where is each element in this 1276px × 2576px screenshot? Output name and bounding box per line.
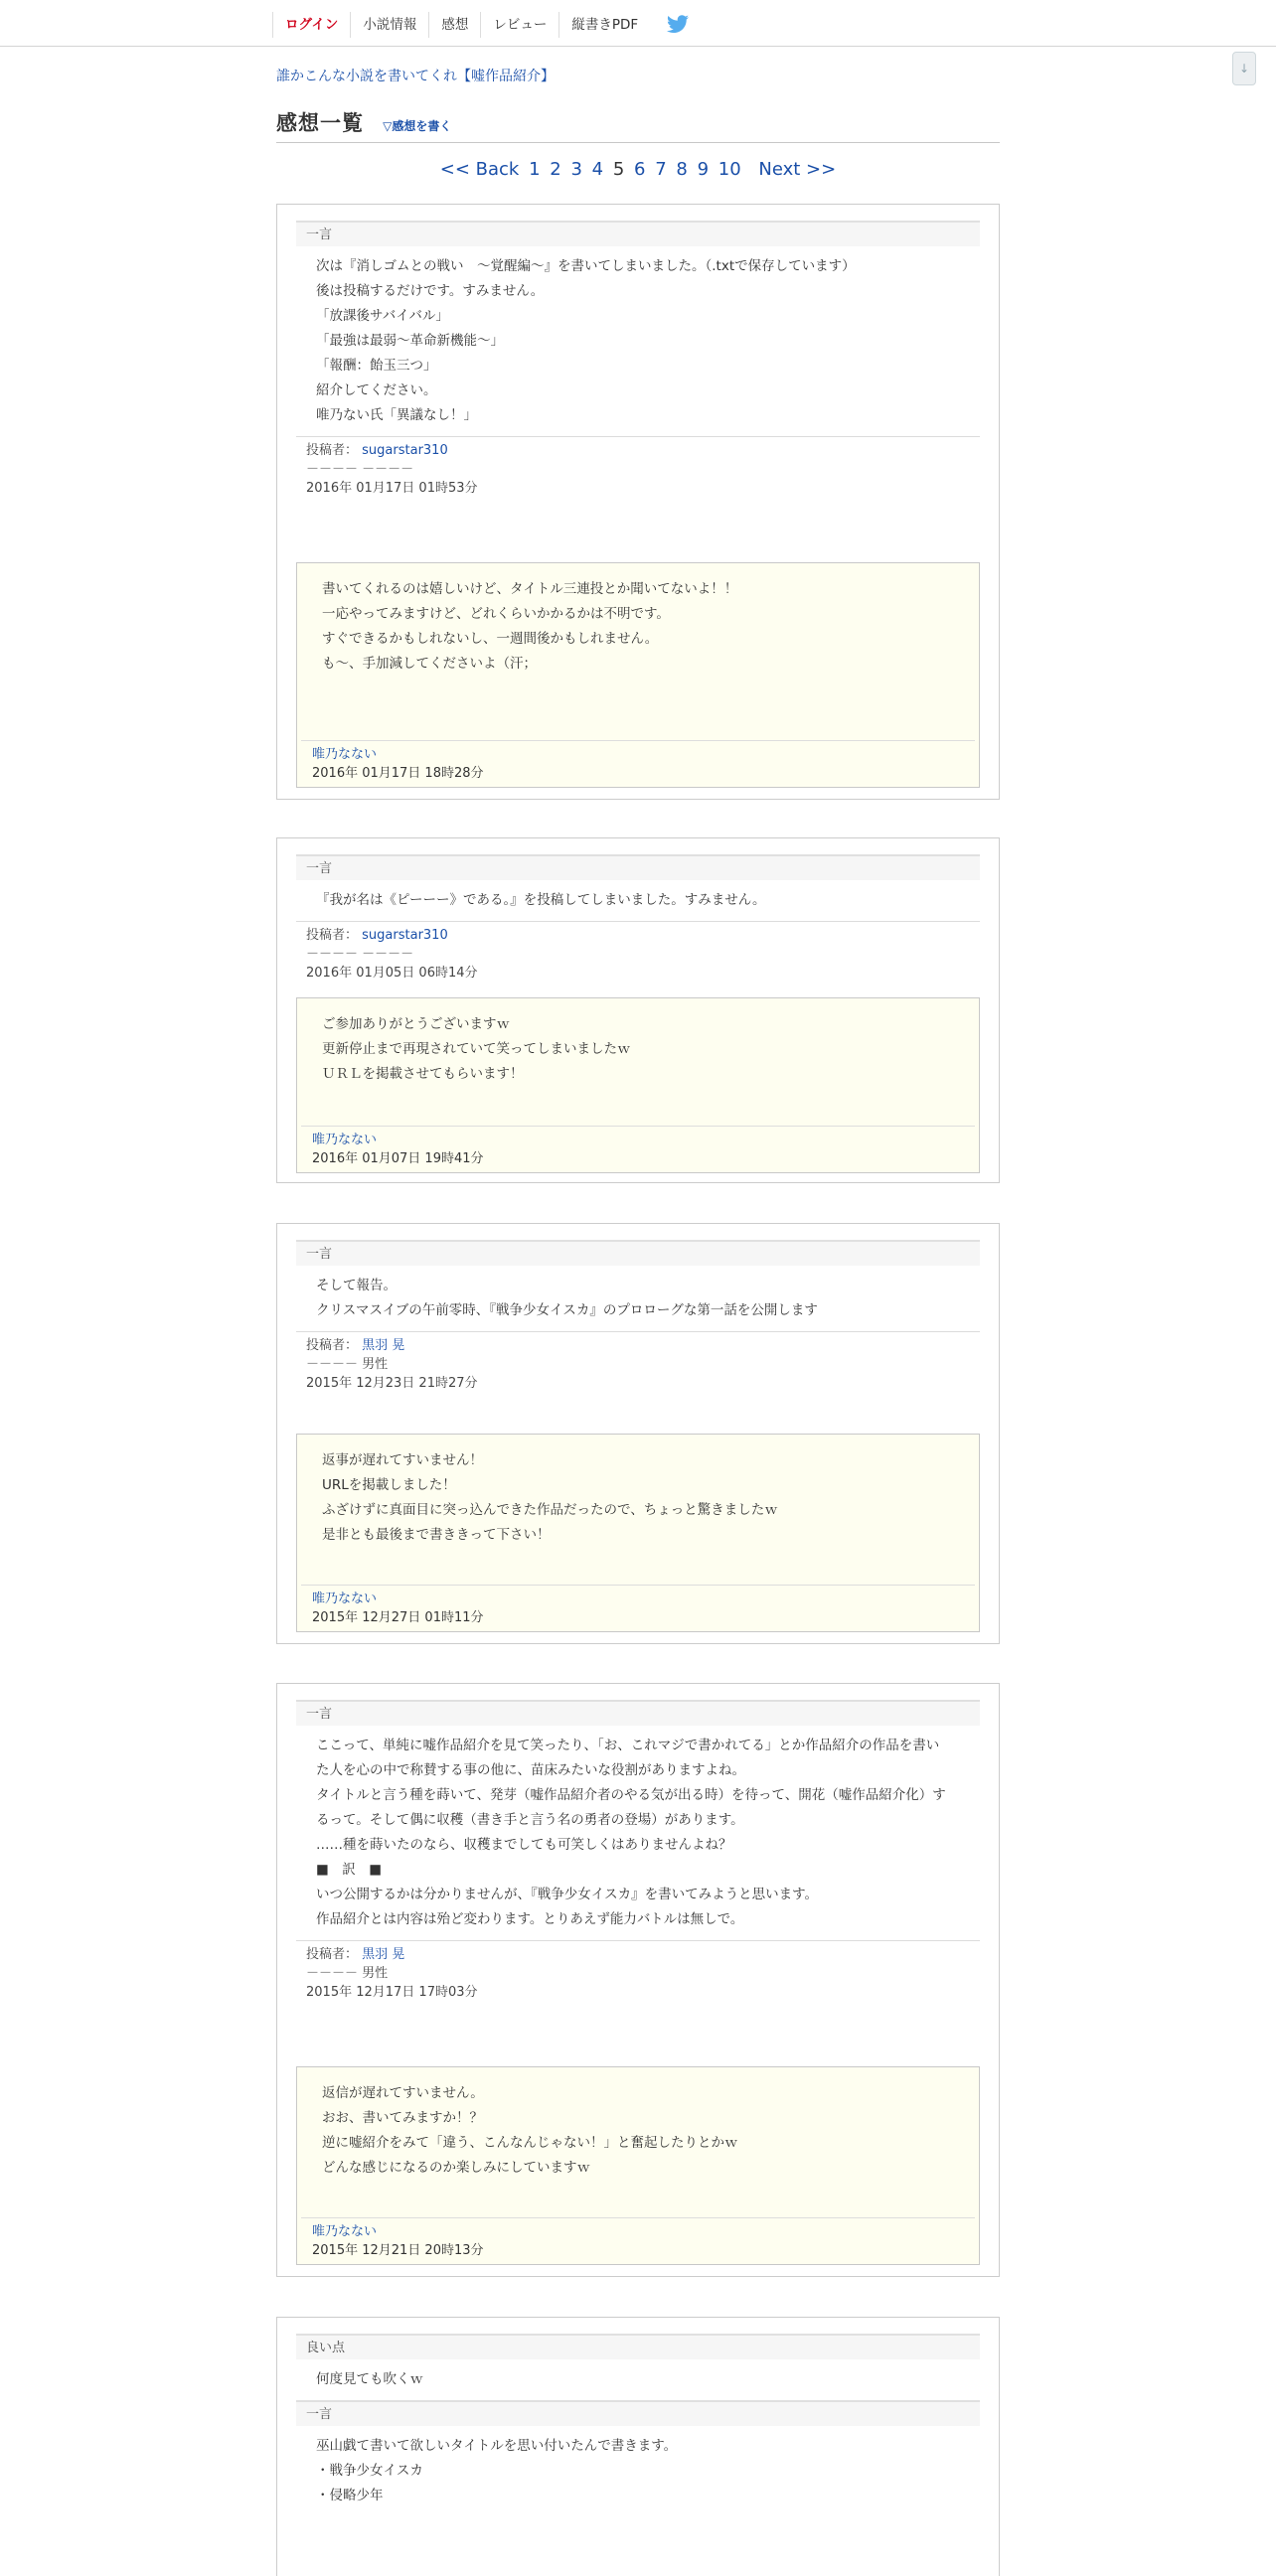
comment-line: 次は『消しゴムとの戦い ～覚醒編～』を書いてしまいました。（.txtで保存しています） — [316, 258, 856, 274]
post-date: 2016年 01月17日 01時53分 — [306, 481, 478, 496]
comment-body — [296, 246, 980, 436]
nav-review[interactable]: レビュー — [480, 12, 558, 38]
impression-card — [276, 837, 1000, 1183]
poster-label: 投稿者： — [306, 443, 359, 458]
comment-line: 何度見ても吹くｗ — [316, 2371, 423, 2387]
reply-date: 2016年 01月07日 19時41分 — [312, 1151, 484, 1166]
section-label: 一言 — [296, 854, 980, 880]
reply-line: 更新停止まで再現されていて笑ってしまいましたｗ — [322, 1041, 631, 1057]
poster-gender: －－－－ 男性 — [306, 1357, 389, 1372]
poster-label: 投稿者： — [306, 1338, 359, 1353]
page-title: 感想一覧 — [276, 111, 364, 135]
pager-page-1[interactable]: 1 — [529, 159, 541, 180]
section-label: 一言 — [296, 1700, 980, 1726]
nav-novel-info[interactable]: 小説情報 — [350, 12, 428, 38]
poster-label: 投稿者： — [306, 928, 359, 943]
impression-card — [276, 1683, 1000, 2277]
reply-date: 2015年 12月21日 20時13分 — [312, 2243, 484, 2258]
comment-line: た人を心の中で称賛する事の他に、苗床みたいな役割がありますよね。 — [316, 1762, 745, 1778]
top-navigation-bar — [0, 0, 1276, 47]
comment-line: 「最強は最弱～革命新機能～」 — [316, 333, 504, 349]
comment-line: 紹介してください。 — [316, 382, 437, 398]
author-reply — [296, 562, 980, 788]
pager-page-9[interactable]: 9 — [697, 159, 710, 180]
poster-name-link[interactable]: sugarstar310 — [362, 443, 448, 458]
reply-line: 返事が遅れてすいません！ — [322, 1452, 483, 1468]
comment-meta — [296, 922, 980, 983]
author-reply — [296, 997, 980, 1173]
comment-line: 後は投稿するだけです。すみません。 — [316, 283, 545, 299]
section-label: 一言 — [296, 221, 980, 246]
pager-page-7[interactable]: 7 — [655, 159, 667, 180]
comment-line: ここって、単純に嘘作品紹介を見て笑ったり、「お、これマジで書かれてる」とか作品紹介の作品を書い — [316, 1738, 940, 1753]
reply-line: 逆に嘘紹介をみて「違う、こんなんじゃない！」と奮起したりとかｗ — [322, 2135, 738, 2151]
comment-body — [296, 1726, 980, 1940]
comment-line: クリスマスイブの午前零時、『戦争少女イスカ』のプロローグな第一話を公開します — [316, 1302, 818, 1318]
reply-author-link[interactable]: 唯乃なない — [312, 747, 378, 762]
reply-line: ＵＲＬを掲載させてもらいます！ — [322, 1066, 524, 1082]
reply-line: ふざけずに真面目に突っ込んできた作品だったので、ちょっと驚きましたｗ — [322, 1502, 778, 1518]
nav-menu — [272, 12, 690, 38]
comment-body — [296, 880, 980, 921]
comment-line: るって。そして偶に収穫（書き手と言う名の勇者の登場）があります。 — [316, 1812, 744, 1828]
nav-login[interactable]: ログイン — [272, 12, 350, 38]
post-date: 2016年 01月05日 06時14分 — [306, 966, 478, 981]
comment-line: 作品紹介とは内容は殆ど変わります。とりあえず能力バトルは無しで。 — [316, 1911, 744, 1927]
comment-line: ・侵略少年 — [316, 2488, 384, 2503]
reply-line: 是非とも最後まで書ききって下さい！ — [322, 1527, 551, 1543]
impression-card — [276, 2317, 1000, 2576]
reply-date: 2015年 12月27日 01時11分 — [312, 1610, 484, 1625]
pager-page-2[interactable]: 2 — [550, 159, 561, 180]
comment-body — [296, 2426, 980, 2516]
section-label: 良い点 — [296, 2334, 980, 2359]
comment-line: ■ 訳 ■ — [316, 1862, 383, 1878]
nav-impressions[interactable]: 感想 — [428, 12, 480, 38]
comment-meta — [296, 1941, 980, 2002]
twitter-icon[interactable] — [666, 15, 690, 35]
impression-card — [276, 204, 1000, 800]
good-points-body — [296, 2359, 980, 2400]
reply-line: どんな感じになるのか楽しみにしていますｗ — [322, 2160, 590, 2176]
comment-line: 唯乃ない氏「異議なし！」 — [316, 407, 477, 423]
poster-label: 投稿者： — [306, 1947, 359, 1962]
poster-name-link[interactable]: 黒羽 晃 — [362, 1338, 405, 1353]
post-date: 2015年 12月23日 21時27分 — [306, 1376, 478, 1391]
reply-line: おお、書いてみますか！？ — [322, 2110, 483, 2126]
section-label: 一言 — [296, 2400, 980, 2426]
poster-gender: －－－－ 男性 — [306, 1966, 389, 1981]
comment-meta — [296, 1332, 980, 1393]
reply-line: も～、手加減してくださいよ（汗； — [322, 656, 537, 672]
comment-body — [296, 1266, 980, 1331]
pager-page-6[interactable]: 6 — [634, 159, 646, 180]
novel-title-link[interactable]: 誰かこんな小説を書いてくれ【嘘作品紹介】 — [276, 69, 555, 84]
reply-line: 一応やってみますけど、どれくらいかかるかは不明です。 — [322, 606, 670, 622]
comment-line: 『我が名は《ピーーー》である。』を投稿してしまいました。すみません。 — [316, 892, 766, 908]
pager-page-8[interactable]: 8 — [676, 159, 688, 180]
pager-page-10[interactable]: 10 — [718, 159, 741, 180]
impression-card — [276, 1223, 1000, 1644]
pager-back-link[interactable]: << Back — [439, 159, 520, 180]
author-reply — [296, 2066, 980, 2265]
reply-line: すぐできるかもしれないし、一週間後かもしれません。 — [322, 631, 659, 647]
reply-author-link[interactable]: 唯乃なない — [312, 1133, 378, 1147]
comment-line: いつ公開するかは分かりませんが、『戦争少女イスカ』を書いてみようと思います。 — [316, 1887, 819, 1902]
poster-gender: －－－－ －－－－ — [306, 462, 414, 477]
comment-line: ・戦争少女イスカ — [316, 2463, 423, 2479]
pager-page-3[interactable]: 3 — [570, 159, 582, 180]
pager-page-4[interactable]: 4 — [591, 159, 604, 180]
scroll-down-button[interactable]: ↓ — [1232, 52, 1256, 85]
comment-meta — [296, 437, 980, 498]
pager-next-link[interactable]: Next >> — [758, 159, 837, 180]
poster-name-link[interactable]: sugarstar310 — [362, 928, 448, 943]
author-reply — [296, 1434, 980, 1632]
pager-current-page: 5 — [612, 159, 625, 180]
comment-line: 巫山戯て書いて欲しいタイトルを思い付いたんで書きます。 — [316, 2438, 678, 2454]
reply-date: 2016年 01月17日 18時28分 — [312, 766, 484, 781]
reply-line: 返信が遅れてすいません。 — [322, 2085, 484, 2101]
reply-line: URLを掲載しました！ — [322, 1477, 456, 1493]
reply-author-link[interactable]: 唯乃なない — [312, 1591, 378, 1606]
comment-line: ……種を蒔いたのなら、収穫までしても可笑しくはありませんよね？ — [316, 1837, 732, 1853]
comment-line: そして報告。 — [316, 1278, 397, 1293]
reply-line: ご参加ありがとうございますｗ — [322, 1016, 510, 1032]
comment-line: 「放課後サバイバル」 — [316, 308, 449, 324]
section-label: 一言 — [296, 1240, 980, 1266]
pagination — [276, 159, 1000, 180]
nav-vertical-pdf[interactable]: 縦書きPDF — [558, 12, 650, 38]
post-date: 2015年 12月17日 17時03分 — [306, 1985, 478, 2000]
poster-gender: －－－－ －－－－ — [306, 947, 414, 962]
comment-line: 「報酬：飴玉三つ」 — [316, 358, 437, 374]
reply-author-link[interactable]: 唯乃なない — [312, 2224, 378, 2239]
reply-line: 書いてくれるのは嬉しいけど、タイトル三連投とか聞いてないよ！！ — [322, 581, 738, 597]
poster-name-link[interactable]: 黒羽 晃 — [362, 1947, 405, 1962]
comment-line: タイトルと言う種を蒔いて、発芽（嘘作品紹介者のやる気が出る時）を待って、開花（嘘作品紹介化）す — [316, 1787, 946, 1803]
page-heading — [276, 107, 1000, 143]
write-impression-link[interactable]: ▽感想を書く — [383, 119, 452, 133]
